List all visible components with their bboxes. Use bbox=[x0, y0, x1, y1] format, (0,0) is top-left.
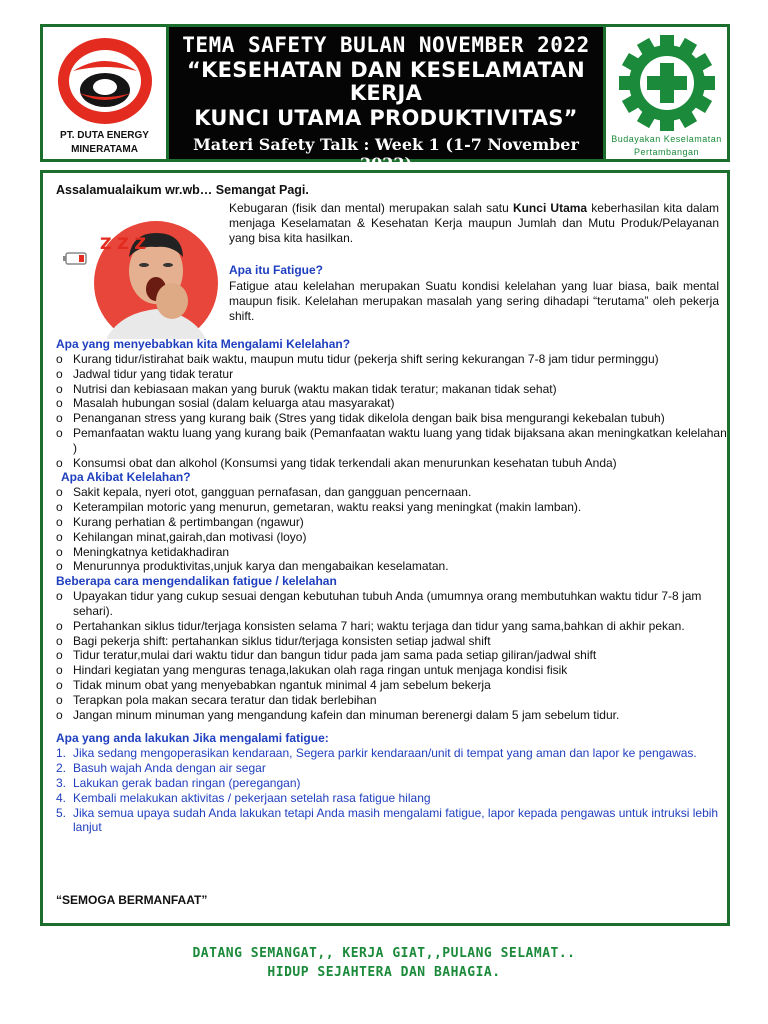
list-item bbox=[56, 648, 728, 663]
bullet-marker: o bbox=[56, 514, 63, 529]
bullet-marker: o bbox=[56, 633, 63, 648]
list-item bbox=[56, 382, 728, 397]
list-item-text: Konsumsi obat dan alkohol (Konsumsi yang tidak terkendali akan menurunkan kesehatan tubuh Anda) bbox=[73, 455, 617, 470]
list-item bbox=[56, 776, 728, 791]
actions-heading: Apa yang anda lakukan Jika mengalami fatigue: bbox=[56, 731, 329, 746]
theme-line-1: “KESEHATAN DAN KESELAMATAN KERJA bbox=[186, 58, 586, 105]
fatigue-heading: Apa itu Fatigue? bbox=[229, 263, 323, 277]
list-item-text: Kehilangan minat,gairah,dan motivasi (loyo) bbox=[73, 529, 307, 544]
bullet-marker: o bbox=[56, 663, 63, 678]
motto-line2: Pertambangan bbox=[633, 147, 700, 157]
footer-slogan bbox=[0, 944, 768, 982]
list-item bbox=[56, 515, 728, 530]
list-item-text: Tidak minum obat yang menyebabkan ngantuk minimal 4 jam sebelum bekerja bbox=[73, 677, 491, 692]
list-item-text: Hindari kegiatan yang menguras tenaga,lakukan olah raga ringan untuk menjaga kondisi fisik bbox=[73, 663, 568, 678]
list-item-text: Terapkan pola makan secara teratur dan tidak berlebihan bbox=[73, 692, 377, 707]
list-item-text: Kurang tidur/istirahat baik waktu, maupun mutu tidur (pekerja shift sering kekurangan 7-8 jam tidur perminggu) bbox=[73, 352, 659, 366]
footer-line-1: DATANG SEMANGAT,, KERJA GIAT,,PULANG SELAMAT.. bbox=[192, 946, 576, 961]
list-item-text: Bagi pekerja shift: pertahankan siklus tidur/terjaga konsisten setiap jadwal shift bbox=[73, 633, 491, 648]
list-item bbox=[56, 545, 728, 560]
list-item bbox=[56, 589, 728, 619]
list-item-text: Kurang perhatian & pertimbangan (ngawur) bbox=[73, 514, 304, 529]
list-item bbox=[56, 352, 728, 367]
actions-list bbox=[56, 746, 728, 835]
bullet-marker: o bbox=[56, 618, 63, 633]
list-item bbox=[56, 559, 728, 574]
causes-list bbox=[56, 352, 728, 470]
list-item-text: Sakit kepala, nyeri otot, gangguan pernafasan, dan gangguan pencernaan. bbox=[73, 485, 472, 500]
company-name bbox=[43, 129, 166, 157]
list-item bbox=[56, 485, 728, 500]
company-name-line1: PT. DUTA ENERGY bbox=[60, 130, 149, 141]
bullet-marker: o bbox=[56, 411, 63, 426]
bullet-marker: o bbox=[56, 677, 63, 692]
list-item-text: Pemanfaatan waktu luang yang kurang baik (Pemanfaatan waktu luang yang tidak bijaksana akan meningkatkan kelelahan ) bbox=[73, 425, 727, 455]
motto-line1: Budayakan Keselamatan bbox=[611, 134, 722, 144]
bullet-marker: o bbox=[56, 381, 63, 396]
bullet-marker: o bbox=[56, 529, 63, 544]
fatigue-definition: Fatigue atau kelelahan merupakan Suatu kondisi kelelahan yang luar biasa, baik mental maupun fisik. Kelelahan merupakan masalah yang sering dihadapi “terutama” oleh pekerja shift. bbox=[229, 279, 719, 323]
list-item bbox=[56, 530, 728, 545]
list-item bbox=[56, 411, 728, 426]
list-item-text: Jika sedang mengoperasikan kendaraan, Segera parkir kendaraan/unit di tempat yang aman dan lapor ke pengawas. bbox=[73, 746, 697, 761]
list-item-text: Upayakan tidur yang cukup sesuai dengan kebutuhan tubuh Anda (umumnya orang membutuhkan waktu tidur 7-8 jam sehari). bbox=[73, 589, 702, 618]
list-item bbox=[56, 806, 728, 836]
bullet-marker: o bbox=[56, 352, 63, 366]
list-item bbox=[56, 746, 728, 761]
bullet-marker: o bbox=[56, 485, 63, 500]
snore-zzz-text: Z Z Z bbox=[100, 234, 146, 253]
list-item bbox=[56, 663, 728, 678]
list-item-text: Menurunnya produktivitas,unjuk karya dan mengabaikan keselamatan. bbox=[73, 559, 449, 574]
list-item-text: Penanganan stress yang kurang baik (Stres yang tidak dikelola dengan baik bisa mengurangi kekebalan tubuh) bbox=[73, 411, 665, 426]
list-item bbox=[56, 791, 728, 806]
bullet-marker: o bbox=[56, 589, 63, 604]
list-item-number: 4. bbox=[56, 790, 67, 805]
bullet-marker: o bbox=[56, 544, 63, 559]
control-list bbox=[56, 589, 728, 722]
content-box bbox=[40, 170, 730, 926]
list-item-number: 5. bbox=[56, 805, 67, 820]
list-item-text: Keterampilan motoric yang menurun, gemetaran, waktu reaksi yang meningkat (makin lamban). bbox=[73, 500, 582, 515]
tired-man-photo bbox=[60, 205, 224, 339]
bullet-marker: o bbox=[56, 559, 63, 574]
list-item-number: 3. bbox=[56, 775, 67, 790]
list-item bbox=[56, 693, 728, 708]
list-item-text: Lakukan gerak badan ringan (peregangan) bbox=[73, 775, 301, 790]
effects-heading: Apa Akibat Kelelahan? bbox=[61, 470, 191, 485]
company-logo-icon bbox=[55, 35, 155, 127]
control-heading: Beberapa cara mengendalikan fatigue / kelelahan bbox=[56, 574, 337, 589]
page-subtitle: PENGELOLAAN KELELAHAN (FATIGUE MANAGEMENT) bbox=[223, 177, 549, 190]
bullet-marker: o bbox=[56, 396, 63, 411]
list-item bbox=[56, 678, 728, 693]
list-item-text: Kembali melakukan aktivitas / pekerjaan setelah rasa fatigue hilang bbox=[73, 790, 431, 805]
list-item-text: Meningkatnya ketidakhadiran bbox=[73, 544, 230, 559]
page-title: TEMA SAFETY BULAN NOVEMBER 2022 bbox=[182, 33, 590, 57]
list-item bbox=[56, 426, 728, 456]
title-banner bbox=[169, 27, 603, 190]
list-item-text: Pertahankan siklus tidur/terjaga konsisten selama 7 hari; waktu terjaga dan tidur yang sama,bahkan di akhir pekan. bbox=[73, 618, 685, 633]
closing-text: “SEMOGA BERMANFAAT” bbox=[56, 893, 208, 907]
list-item bbox=[56, 619, 728, 634]
list-item-text: Jadwal tidur yang tidak teratur bbox=[73, 366, 234, 381]
list-item-text: Jangan minum minuman yang mengandung kafein dan minuman berenergi dalam 5 jam sebelum tidur. bbox=[73, 707, 620, 722]
list-item-text: Nutrisi dan kebiasaan makan yang buruk (waktu makan tidak teratur; makanan tidak sehat) bbox=[73, 381, 557, 396]
company-name-line2: MINERATAMA bbox=[71, 144, 138, 155]
bullet-marker: o bbox=[56, 425, 63, 440]
list-item-text: Masalah hubungan sosial (dalam keluarga atau masyarakat) bbox=[73, 396, 395, 411]
list-item bbox=[56, 396, 728, 411]
list-item bbox=[56, 500, 728, 515]
intro-paragraph bbox=[229, 201, 719, 246]
list-item-text: Jika semua upaya sudah Anda lakukan tetapi Anda masih mengalami fatigue, lapor kepada pengawas untuk intruksi lebih lanjut bbox=[73, 805, 719, 835]
theme-line-2: KUNCI UTAMA PRODUKTIVITAS” bbox=[194, 106, 578, 130]
intro-text-before: Kebugaran (fisik dan mental) merupakan salah satu bbox=[229, 201, 513, 215]
list-item-text: Basuh wajah Anda dengan air segar bbox=[73, 761, 266, 776]
bullet-marker: o bbox=[56, 366, 63, 381]
causes-heading: Apa yang menyebabkan kita Mengalami Kelelahan? bbox=[56, 337, 351, 351]
bullet-marker: o bbox=[56, 500, 63, 515]
greeting: Assalamualaikum wr.wb… Semangat Pagi. bbox=[56, 183, 309, 197]
bullet-marker: o bbox=[56, 455, 63, 470]
list-item bbox=[56, 634, 728, 649]
effects-list bbox=[56, 485, 728, 574]
k3-motto bbox=[606, 133, 727, 159]
lower-sections bbox=[56, 337, 728, 835]
k3-logo-panel bbox=[603, 27, 727, 159]
footer-line-2: HIDUP SEJAHTERA DAN BAHAGIA. bbox=[267, 965, 501, 980]
list-item bbox=[56, 367, 728, 382]
intro-text-after: keberhasilan kita dalam menjaga Keselamatan & Kesehatan Kerja maupun Jumlah dan Mutu Produk/Pelayanan yang bisa kita hasilkan. bbox=[229, 201, 720, 245]
bullet-marker: o bbox=[56, 707, 63, 722]
company-logo-panel bbox=[43, 27, 169, 159]
bullet-marker: o bbox=[56, 648, 63, 663]
list-item bbox=[56, 708, 728, 723]
list-item-number: 1. bbox=[56, 746, 67, 761]
bullet-marker: o bbox=[56, 692, 63, 707]
list-item bbox=[56, 456, 728, 471]
k3-gear-cross-icon bbox=[617, 33, 717, 133]
intro-text-bold: Kunci Utama bbox=[512, 201, 588, 215]
materi-safety-talk: Materi Safety Talk : Week 1 (1-7 November 2022) bbox=[193, 135, 579, 173]
list-item-number: 2. bbox=[56, 761, 67, 776]
list-item-text: Tidur teratur,mulai dari waktu tidur dan bangun tidur pada jam sama pada setiap giliran/jadwal shift bbox=[73, 648, 597, 663]
list-item bbox=[56, 761, 728, 776]
